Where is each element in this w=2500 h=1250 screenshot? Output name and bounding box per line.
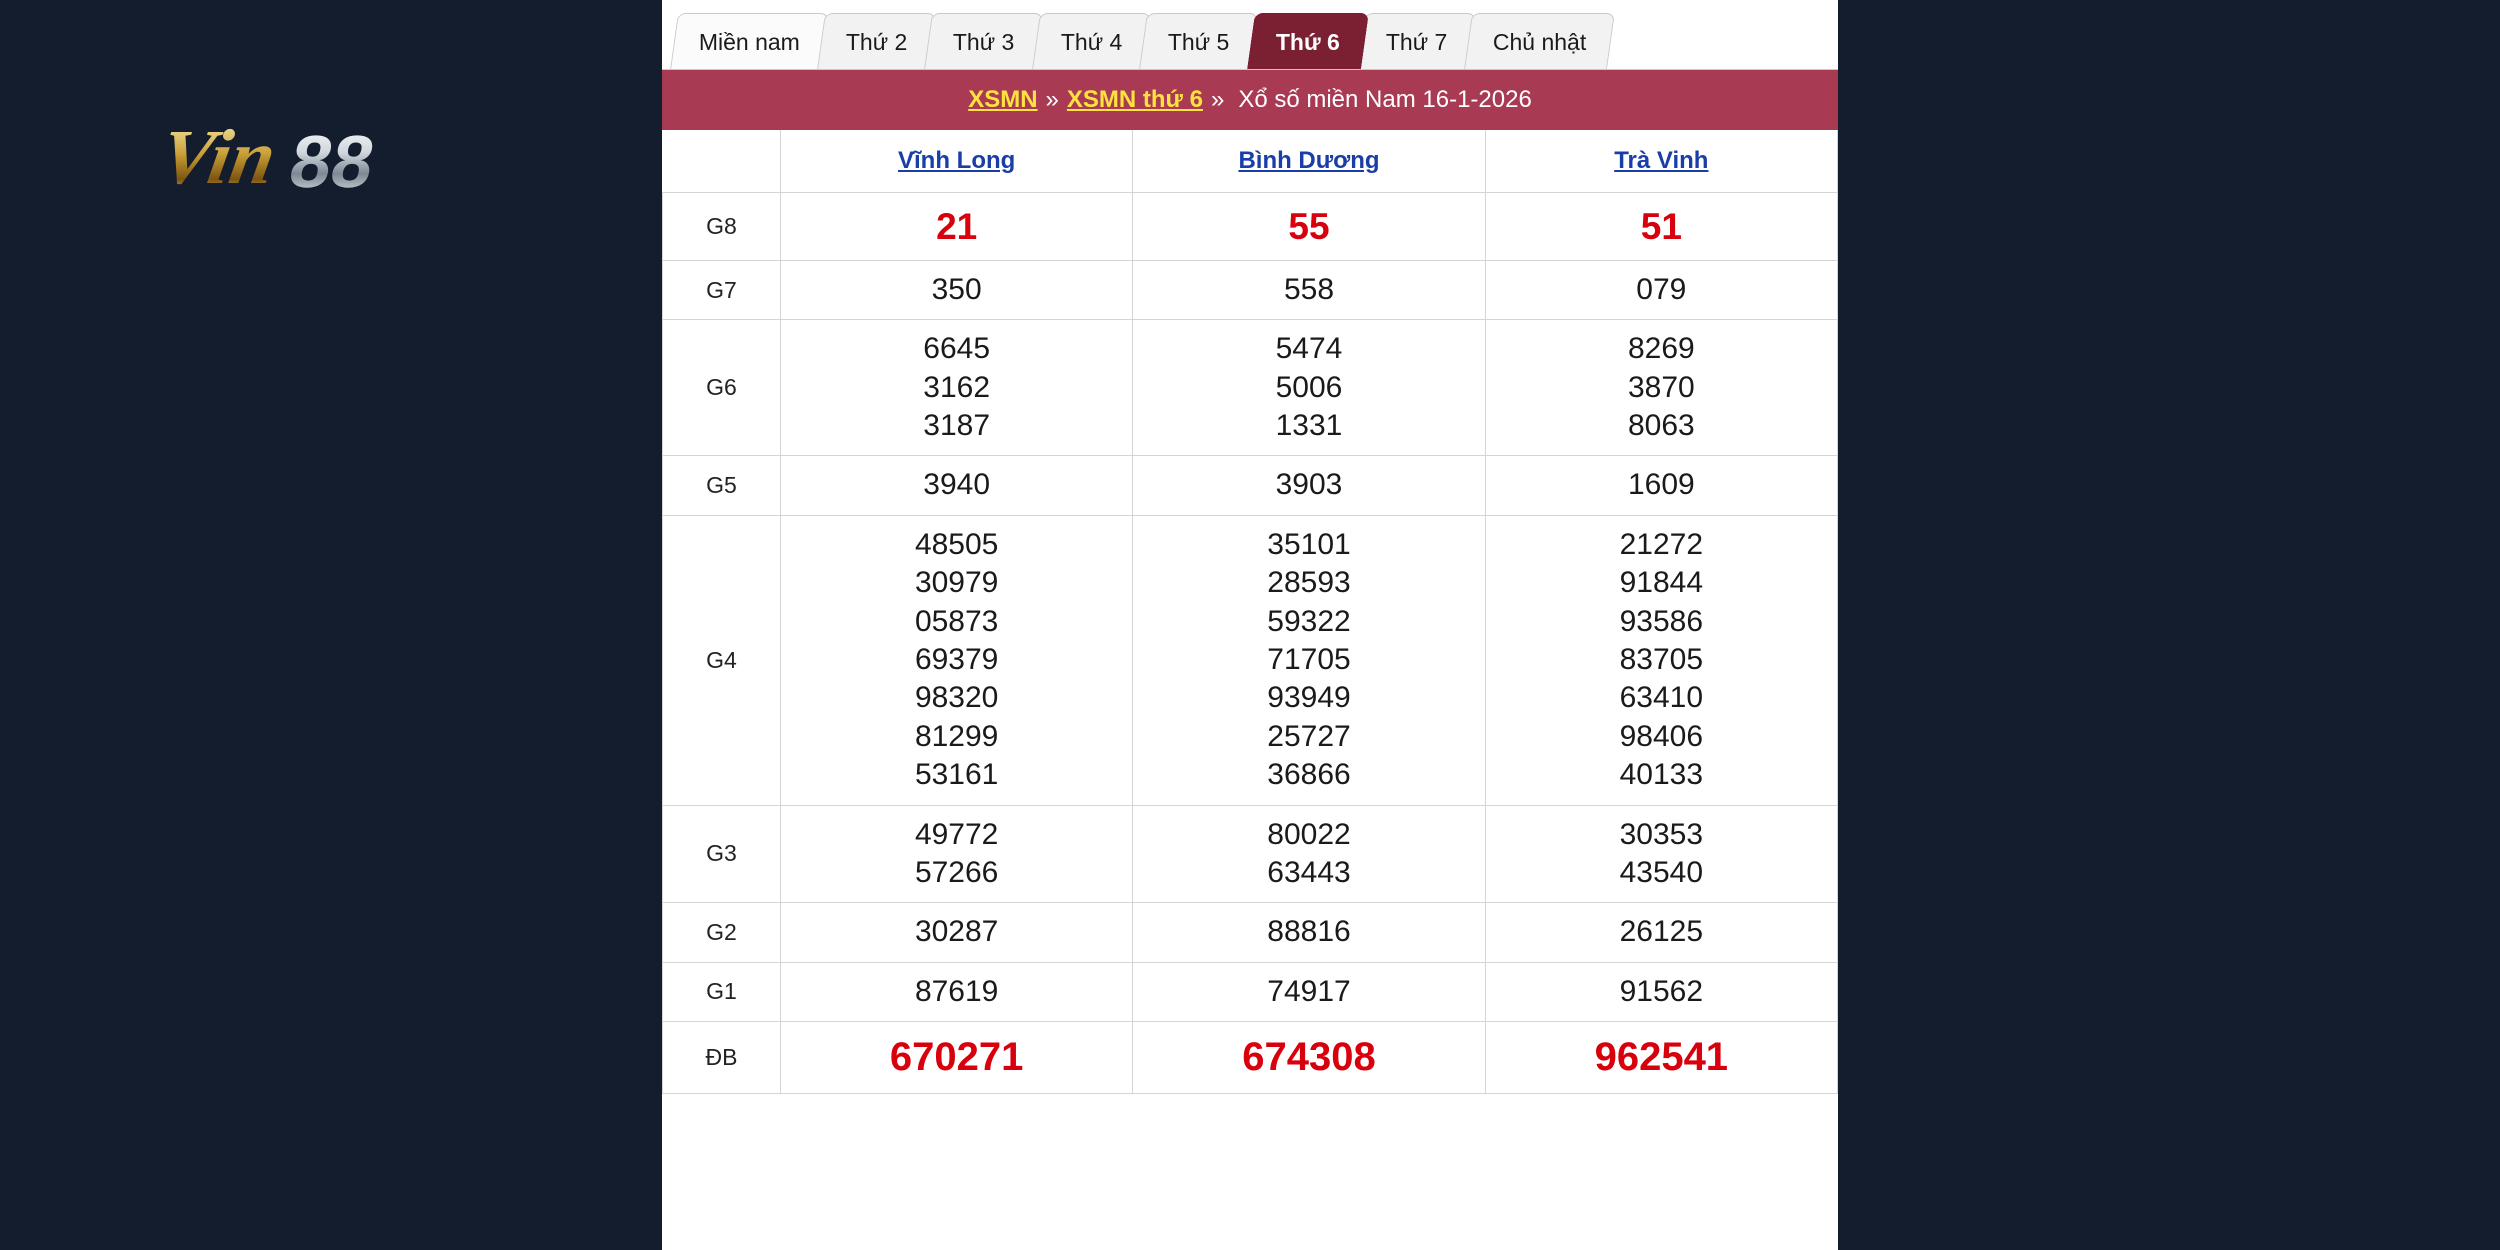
tab-thu-5[interactable] [1139,13,1258,69]
prize-number: 3903 [1275,468,1343,502]
prize-label-g5: G5 [663,456,781,515]
prize-number: 35101 [1267,527,1351,561]
province-header-tra-vinh [1485,130,1837,192]
prize-cell [781,962,1133,1021]
prize-number: 30287 [914,915,999,949]
prize-number: 350 [931,272,982,306]
prize-number: 51 [1640,205,1682,247]
tab-mien-nam[interactable] [670,13,829,69]
prize-number: 6645 [923,332,991,366]
prize-cell [781,805,1133,903]
prize-number: 5474 [1275,332,1343,366]
prize-number: 30353 [1619,817,1704,851]
tab-chu-nhat[interactable] [1464,13,1615,69]
prize-number: 93949 [1267,681,1351,715]
prize-number: 91562 [1619,974,1704,1008]
prize-number: 21 [936,205,978,247]
prize-number: 30979 [914,566,999,600]
prize-cell [1133,805,1485,903]
results-body [663,192,1838,1094]
prize-label-g8: G8 [663,192,781,260]
tab-thu-4[interactable] [1032,13,1151,69]
prize-number: 5006 [1275,370,1343,404]
prize-number: 49772 [914,817,999,851]
prize-cell [1485,903,1837,962]
tab-label: Thứ 6 [1275,29,1340,55]
prize-label-g2: G2 [663,903,781,962]
prize-number: 98320 [914,681,999,715]
prize-number: 28593 [1267,566,1351,600]
breadcrumb-link-xsmn[interactable]: XSMN [968,86,1038,113]
prize-number: 558 [1283,272,1335,306]
lottery-results-table [662,130,1838,1094]
prize-number: 83705 [1619,642,1704,676]
main-content [662,0,1838,1250]
table-row [663,456,1838,515]
prize-number: 55 [1288,205,1330,247]
prize-number: 40133 [1619,758,1704,792]
prize-cell [781,903,1133,962]
prize-cell [781,320,1133,456]
province-header-binh-duong [1133,130,1485,192]
svg-text:Vin: Vin [154,114,283,201]
table-row [663,192,1838,260]
prize-label-g1: G1 [663,962,781,1021]
prize-cell [1485,962,1837,1021]
prize-number: 43540 [1619,855,1704,889]
prize-cell [781,260,1133,319]
table-row [663,515,1838,805]
prize-label-đb: ĐB [663,1022,781,1094]
prize-cell [1133,320,1485,456]
prize-label-g4: G4 [663,515,781,805]
tab-label: Miền nam [698,29,800,55]
prize-number: 8063 [1627,409,1695,443]
prize-number: 26125 [1619,915,1704,949]
prize-cell [1133,962,1485,1021]
prize-label-g6: G6 [663,320,781,456]
prize-number: 3162 [923,370,991,404]
tab-label: Thứ 5 [1168,29,1230,55]
prize-cell [781,1022,1133,1094]
prize-cell [1485,320,1837,456]
prize-number: 91844 [1619,566,1704,600]
right-gutter [1838,0,2500,1250]
prize-cell [1133,192,1485,260]
prize-cell [1133,903,1485,962]
prize-cell [781,192,1133,260]
breadcrumb [662,70,1838,130]
prize-number: 74917 [1267,974,1351,1008]
brand-panel [0,0,662,1250]
prize-number: 25727 [1267,719,1351,753]
table-corner-cell [663,130,781,192]
prize-label-g3: G3 [663,805,781,903]
breadcrumb-current: Xổ số miền Nam 16-1-2026 [1238,86,1532,113]
prize-number: 21272 [1619,527,1704,561]
prize-cell [1485,1022,1837,1094]
prize-number: 48505 [914,527,999,561]
tab-label: Thứ 2 [845,29,908,55]
tab-thu-2[interactable] [817,13,936,69]
prize-number: 1331 [1275,409,1343,443]
prize-cell [1133,1022,1485,1094]
breadcrumb-separator: » [1045,86,1059,113]
prize-number: 71705 [1267,642,1351,676]
prize-number: 962541 [1594,1035,1729,1080]
tab-thu-3[interactable] [924,13,1043,69]
table-row [663,903,1838,962]
prize-cell [1485,192,1837,260]
prize-number: 69379 [914,642,999,676]
province-link-binh-duong[interactable]: Bình Dương [1238,146,1380,174]
province-link-tra-vinh[interactable]: Trà Vinh [1614,146,1709,174]
table-row [663,1022,1838,1094]
table-header-row [663,130,1838,192]
prize-cell [1485,805,1837,903]
prize-number: 53161 [914,758,999,792]
prize-number: 80022 [1267,817,1351,851]
prize-number: 87619 [914,974,999,1008]
prize-label-g7: G7 [663,260,781,319]
vin88-logo-icon [151,105,511,210]
tab-thu-6[interactable] [1247,13,1369,69]
day-tabs [662,0,1838,70]
prize-cell [1133,260,1485,319]
prize-cell [1485,260,1837,319]
tab-label: Thứ 3 [953,29,1015,55]
prize-number: 670271 [889,1035,1024,1080]
province-link-vinh-long[interactable]: Vĩnh Long [898,146,1016,174]
prize-number: 36866 [1267,758,1351,792]
table-row [663,962,1838,1021]
vin88-logo [151,105,511,210]
tab-label: Thứ 4 [1060,29,1123,55]
prize-number: 81299 [914,719,999,753]
table-row [663,320,1838,456]
prize-number: 98406 [1619,719,1704,753]
tab-label: Chủ nhật [1492,29,1587,55]
prize-number: 3940 [923,468,991,502]
prize-cell [1485,456,1837,515]
prize-number: 88816 [1267,915,1351,949]
prize-number: 1609 [1627,468,1695,502]
prize-number: 59322 [1267,604,1351,638]
breadcrumb-separator-2: » [1210,86,1225,113]
prize-number: 3870 [1627,370,1695,404]
prize-cell [781,456,1133,515]
table-row [663,805,1838,903]
prize-number: 63410 [1619,681,1704,715]
province-header-vinh-long [781,130,1133,192]
prize-number: 57266 [914,855,999,889]
prize-cell [1133,456,1485,515]
prize-number: 674308 [1242,1035,1376,1080]
tab-thu-7[interactable] [1357,13,1476,69]
prize-number: 63443 [1267,855,1351,889]
tab-label: Thứ 7 [1385,29,1447,55]
prize-cell [1133,515,1485,805]
prize-cell [1485,515,1837,805]
prize-number: 3187 [923,409,991,443]
breadcrumb-link-xsmn-thu-6[interactable]: XSMN thứ 6 [1066,86,1203,113]
svg-text:88: 88 [283,119,381,203]
table-row [663,260,1838,319]
prize-number: 079 [1636,272,1687,306]
prize-number: 93586 [1619,604,1704,638]
prize-number: 05873 [914,604,999,638]
prize-number: 8269 [1627,332,1695,366]
prize-cell [781,515,1133,805]
